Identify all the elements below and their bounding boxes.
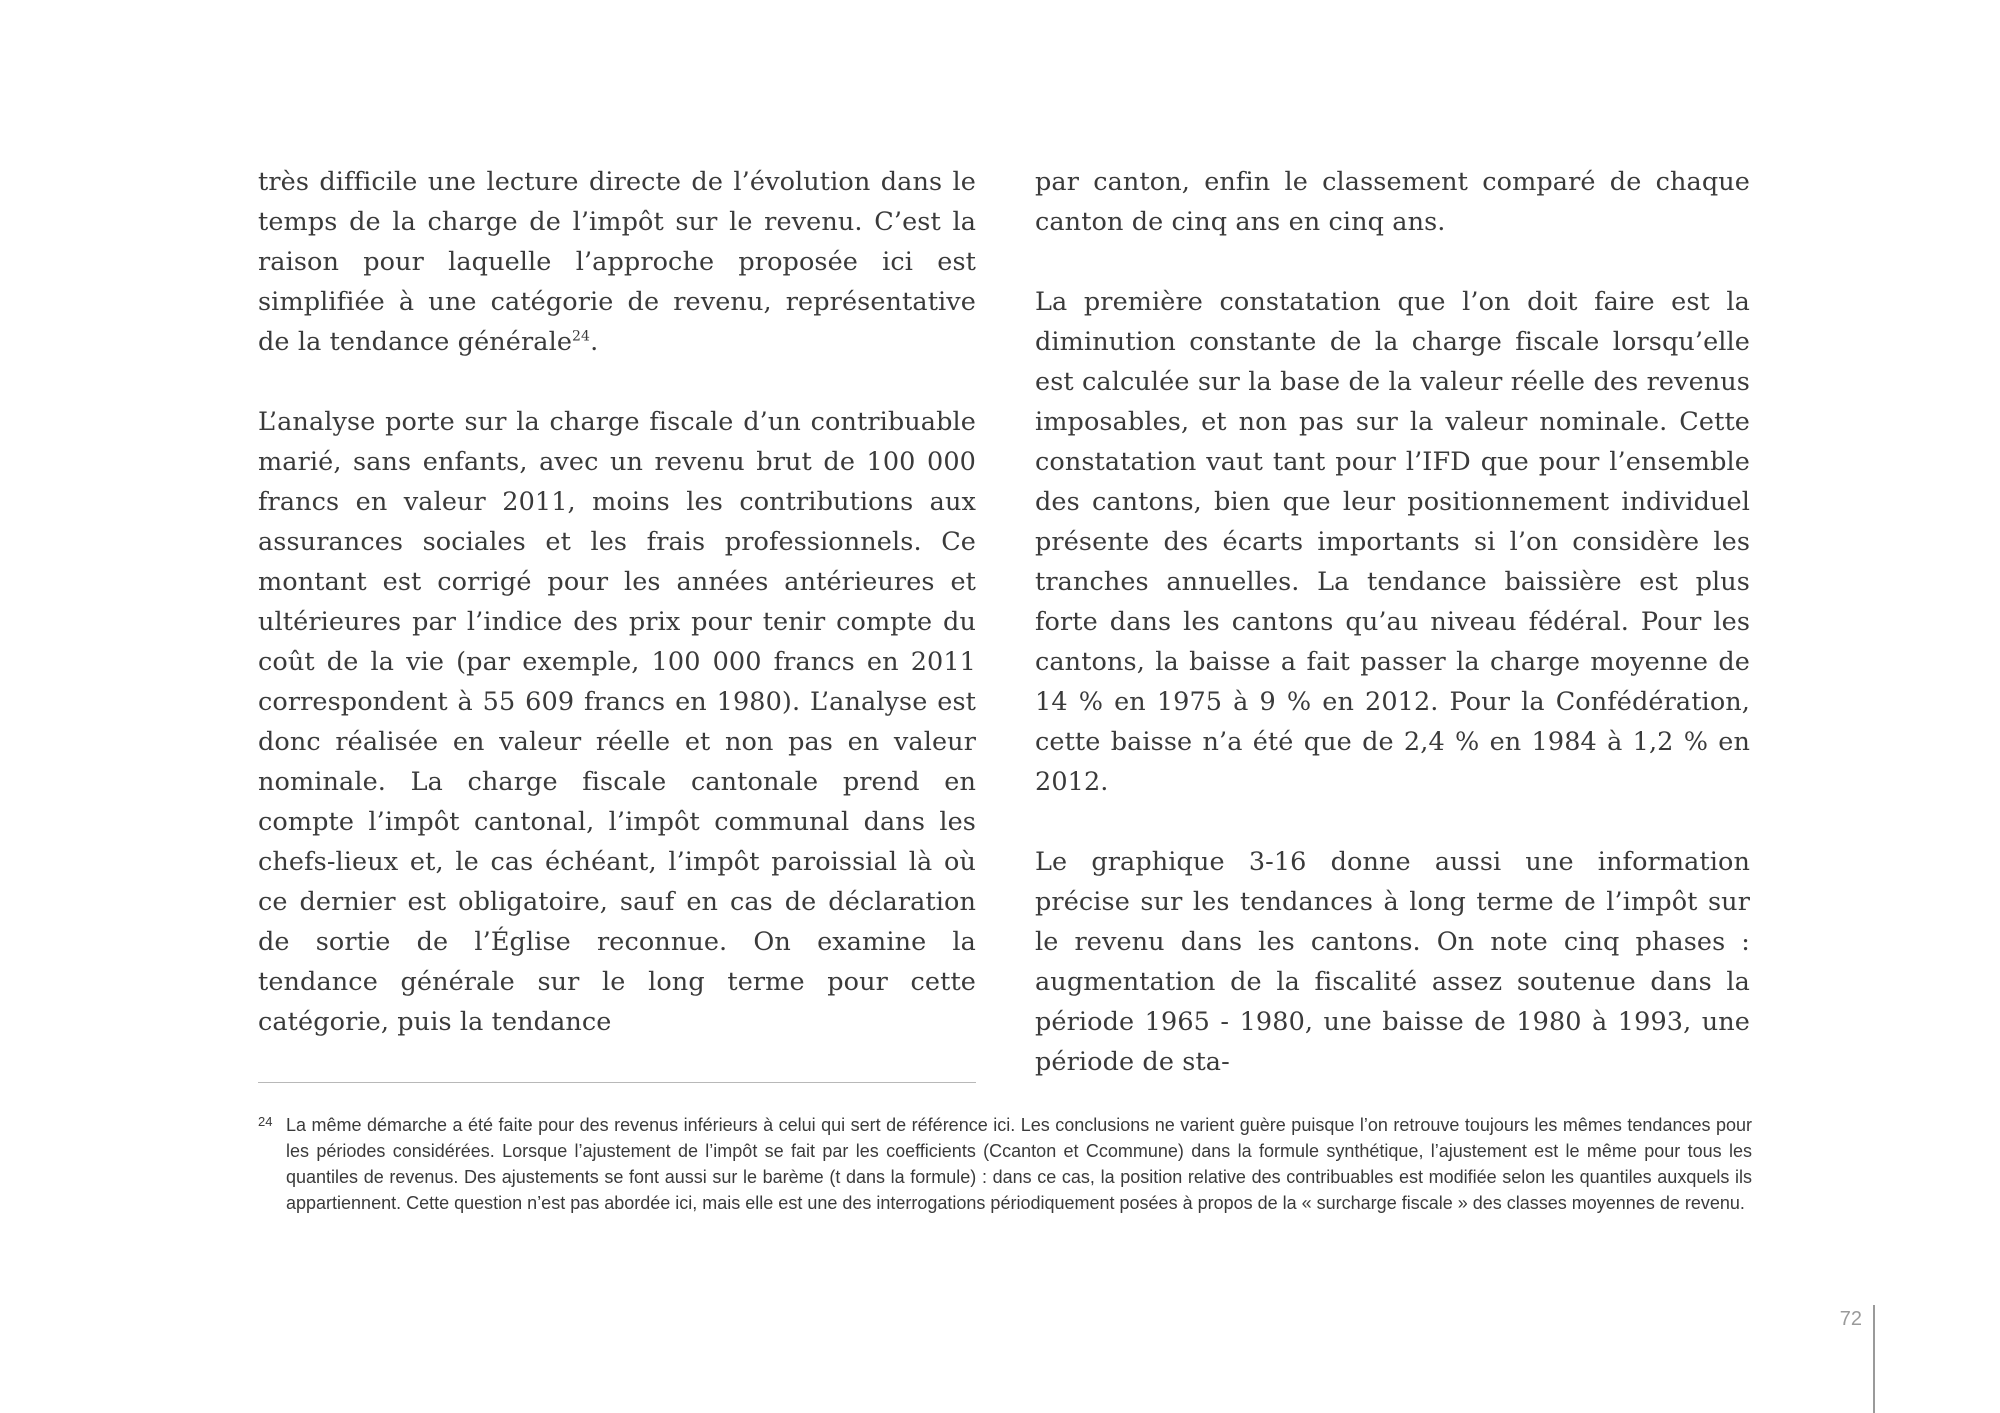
left-paragraph-2: L’analyse porte sur la charge fiscale d’un contribuable marié, sans enfants, avec un revenu brut de 100 000 francs en valeur 2011, moins les contributions aux assurances sociales et les frais professionnels. Ce montant est corrigé pour les années antérieures et ultérieures par l’indice des prix pour tenir compte du coût de la vie (par exemple, 100 000 francs en 2011 correspondent à 55 609 francs en 1980). L’analyse est donc réalisée en valeur réelle et non pas en valeur nominale. La charge fiscale cantonale prend en compte l’impôt cantonal, l’impôt communal dans les chefs-lieux et, le cas échéant, l’impôt paroissial là où ce dernier est obligatoire, sauf en cas de déclaration de sortie de l’Église reconnue. On examine la tendance générale sur le long terme pour cette catégorie, puis la tendance: [258, 407, 976, 1037]
footnote-text: La même démarche a été faite pour des revenus inférieurs à celui qui sert de référence ici. Les conclusions ne varient guère puisque l’on retrouve toujours les mêmes tendances pour les périodes considérées. Lorsque l’ajustement de l’impôt se fait par les coefficients (Ccanton et Ccommune) dans la formule synthétique, l’ajustement est le même pour tous les quantiles de revenus. Des ajustements se font aussi sur le barème (t dans la formule) : dans ce cas, la position relative des contribuables est modifiée selon les quantiles auxquels ils appartiennent. Cette question n’est pas abordée ici, mais elle est une des interrogations périodiquement posées à propos de la « surcharge fiscale » des classes moyennes de revenu.: [286, 1115, 1752, 1213]
footnote: [258, 1112, 1752, 1216]
footnote-reference-24[interactable]: 24: [572, 328, 591, 345]
left-column: [258, 162, 976, 1082]
page-edge-rule: [1873, 1305, 1875, 1413]
right-column: [1035, 162, 1750, 1122]
left-paragraph-1-end: .: [590, 327, 599, 357]
left-paragraph-1-text: très difficile une lecture directe de l’évolution dans le temps de la charge de l’impôt sur le revenu. C’est la raison pour laquelle l’approche proposée ici est simplifiée à une catégorie de revenu, représentative de la tendance générale: [258, 167, 976, 357]
right-paragraph-3: Le graphique 3-16 donne aussi une information précise sur les tendances à long terme de l’impôt sur le revenu dans les cantons. On note cinq phases : augmentation de la fiscalité assez soutenue dans la période 1965 - 1980, une baisse de 1980 à 1993, une période de sta-: [1035, 847, 1750, 1077]
footnote-number: 24: [258, 1114, 273, 1129]
right-paragraph-1: par canton, enfin le classement comparé de chaque canton de cinq ans en cinq ans.: [1035, 167, 1750, 237]
right-paragraph-2: La première constatation que l’on doit faire est la diminution constante de la charge fiscale lorsqu’elle est calculée sur la base de la valeur réelle des revenus imposables, et non pas sur la valeur nominale. Cette constatation vaut tant pour l’IFD que pour l’ensemble des cantons, bien que leur positionnement individuel présente des écarts importants si l’on considère les tranches annuelles. La tendance baissière est plus forte dans les cantons qu’au niveau fédéral. Pour les cantons, la baisse a fait passer la charge moyenne de 14 % en 1975 à 9 % en 2012. Pour la Confédération, cette baisse n’a été que de 2,4 % en 1984 à 1,2 % en 2012.: [1035, 287, 1750, 797]
footnote-divider: [258, 1082, 976, 1083]
left-paragraph-1: [258, 162, 976, 362]
page-number: 72: [1839, 1308, 1862, 1330]
